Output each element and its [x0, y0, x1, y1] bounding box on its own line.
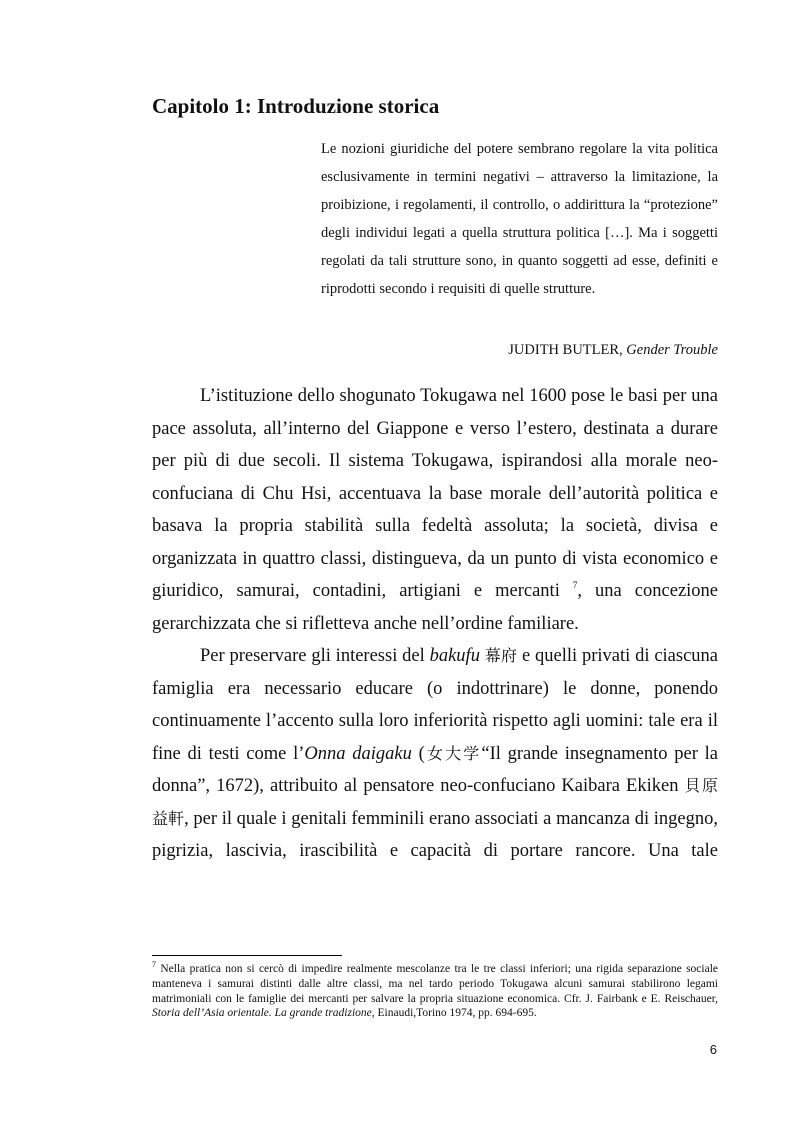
paragraph-2-paren: (: [418, 743, 425, 764]
term-bakufu: bakufu: [429, 646, 480, 666]
epigraph-quote: Le nozioni giuridiche del potere sembrano regolare la vita politica esclusivamente in termini negativi – attraverso la limitazione, la proibizione, i regolamenti, il controllo, o addirittura la “protezione” degli individui legati a quella struttura politica […]. Ma i soggetti regolati da tali strutture sono, in quanto soggetti ad esse, definiti e riprodotti secondo i requisiti di quelle strutture.: [321, 141, 718, 297]
footnote-separator: [152, 955, 342, 956]
footnote: [152, 962, 718, 1021]
footnote-work-title: Storia dell’Asia orientale. La grande tradizione: [152, 1007, 372, 1020]
paragraph-2-text-a: Per preservare gli interessi del: [200, 646, 425, 666]
paragraph-2-text-d: , per il quale i genitali femminili erano associati a mancanza di ingegno, pigrizia, lascivia, irascibilità e capacità di portare rancore. Una tale: [152, 808, 718, 861]
paragraph-1: [152, 380, 718, 640]
footnote-reference: 7: [572, 580, 578, 590]
paragraph-2-text-c: “Il grande insegnamento per la donna”, 1672), attribuito al pensatore neo-confuciano Kaibara Ekiken: [152, 743, 718, 796]
epigraph-work: Gender Trouble: [626, 342, 718, 358]
kanji-kaibara-ekiken: 貝原益軒: [152, 776, 719, 828]
chapter-title: Capitolo 1: Introduzione storica: [152, 94, 440, 118]
paragraph-2-text-b: e quelli privati di ciascuna famiglia era necessario educare (o indottrinare) le donne, ponendo continuamente l’accento sulla loro inferiorità rispetto agli uomini: tale era il fine di testi come l’: [152, 646, 719, 764]
paragraph-1-text-end: , una concezione gerarchizzata che si rifletteva anche nell’ordine familiare.: [152, 581, 719, 634]
kanji-bakufu: 幕府: [484, 646, 518, 665]
paragraph-2: [152, 640, 718, 868]
kanji-onna-daigaku: 女大学: [424, 743, 482, 763]
epigraph-author: JUDITH BUTLER,: [508, 342, 623, 358]
footnote-text: Nella pratica non si cercò di impedire realmente mescolanze tra le tre classi inferiori; una rigida separazione sociale manteneva i samurai distinti dalle altre classi, ma nel tardo periodo Tokugawa alcuni samurai stabilirono legami matrimoniali con le famiglie dei mercanti per salvare la propria situazione economica. Cfr. J. Fairbank e E. Reischauer,: [152, 963, 718, 1005]
epigraph-attribution: [321, 342, 718, 359]
footnote-publication: , Einaudi,Torino 1974, pp. 694-695.: [371, 1007, 537, 1020]
main-text: [152, 380, 718, 868]
page-number: 6: [709, 1042, 717, 1057]
term-onna-daigaku: Onna daigaku: [304, 743, 412, 764]
paragraph-1-text: L’istituzione dello shogunato Tokugawa nel 1600 pose le basi per una pace assoluta, all’interno del Giappone e verso l’estero, destinata a durare per più di due secoli. Il sistema Tokugawa, ispirandosi alla morale neo-confuciana di Chu Hsi, accentuava la base morale dell’autorità politica e basava la propria stabilità sulla fedeltà assoluta; la società, divisa e organizzata in quattro classi, distingueva, da un punto di vista economico e giuridico, samurai, contadini, artigiani e mercanti: [152, 386, 718, 601]
footnote-number: 7: [152, 960, 156, 969]
